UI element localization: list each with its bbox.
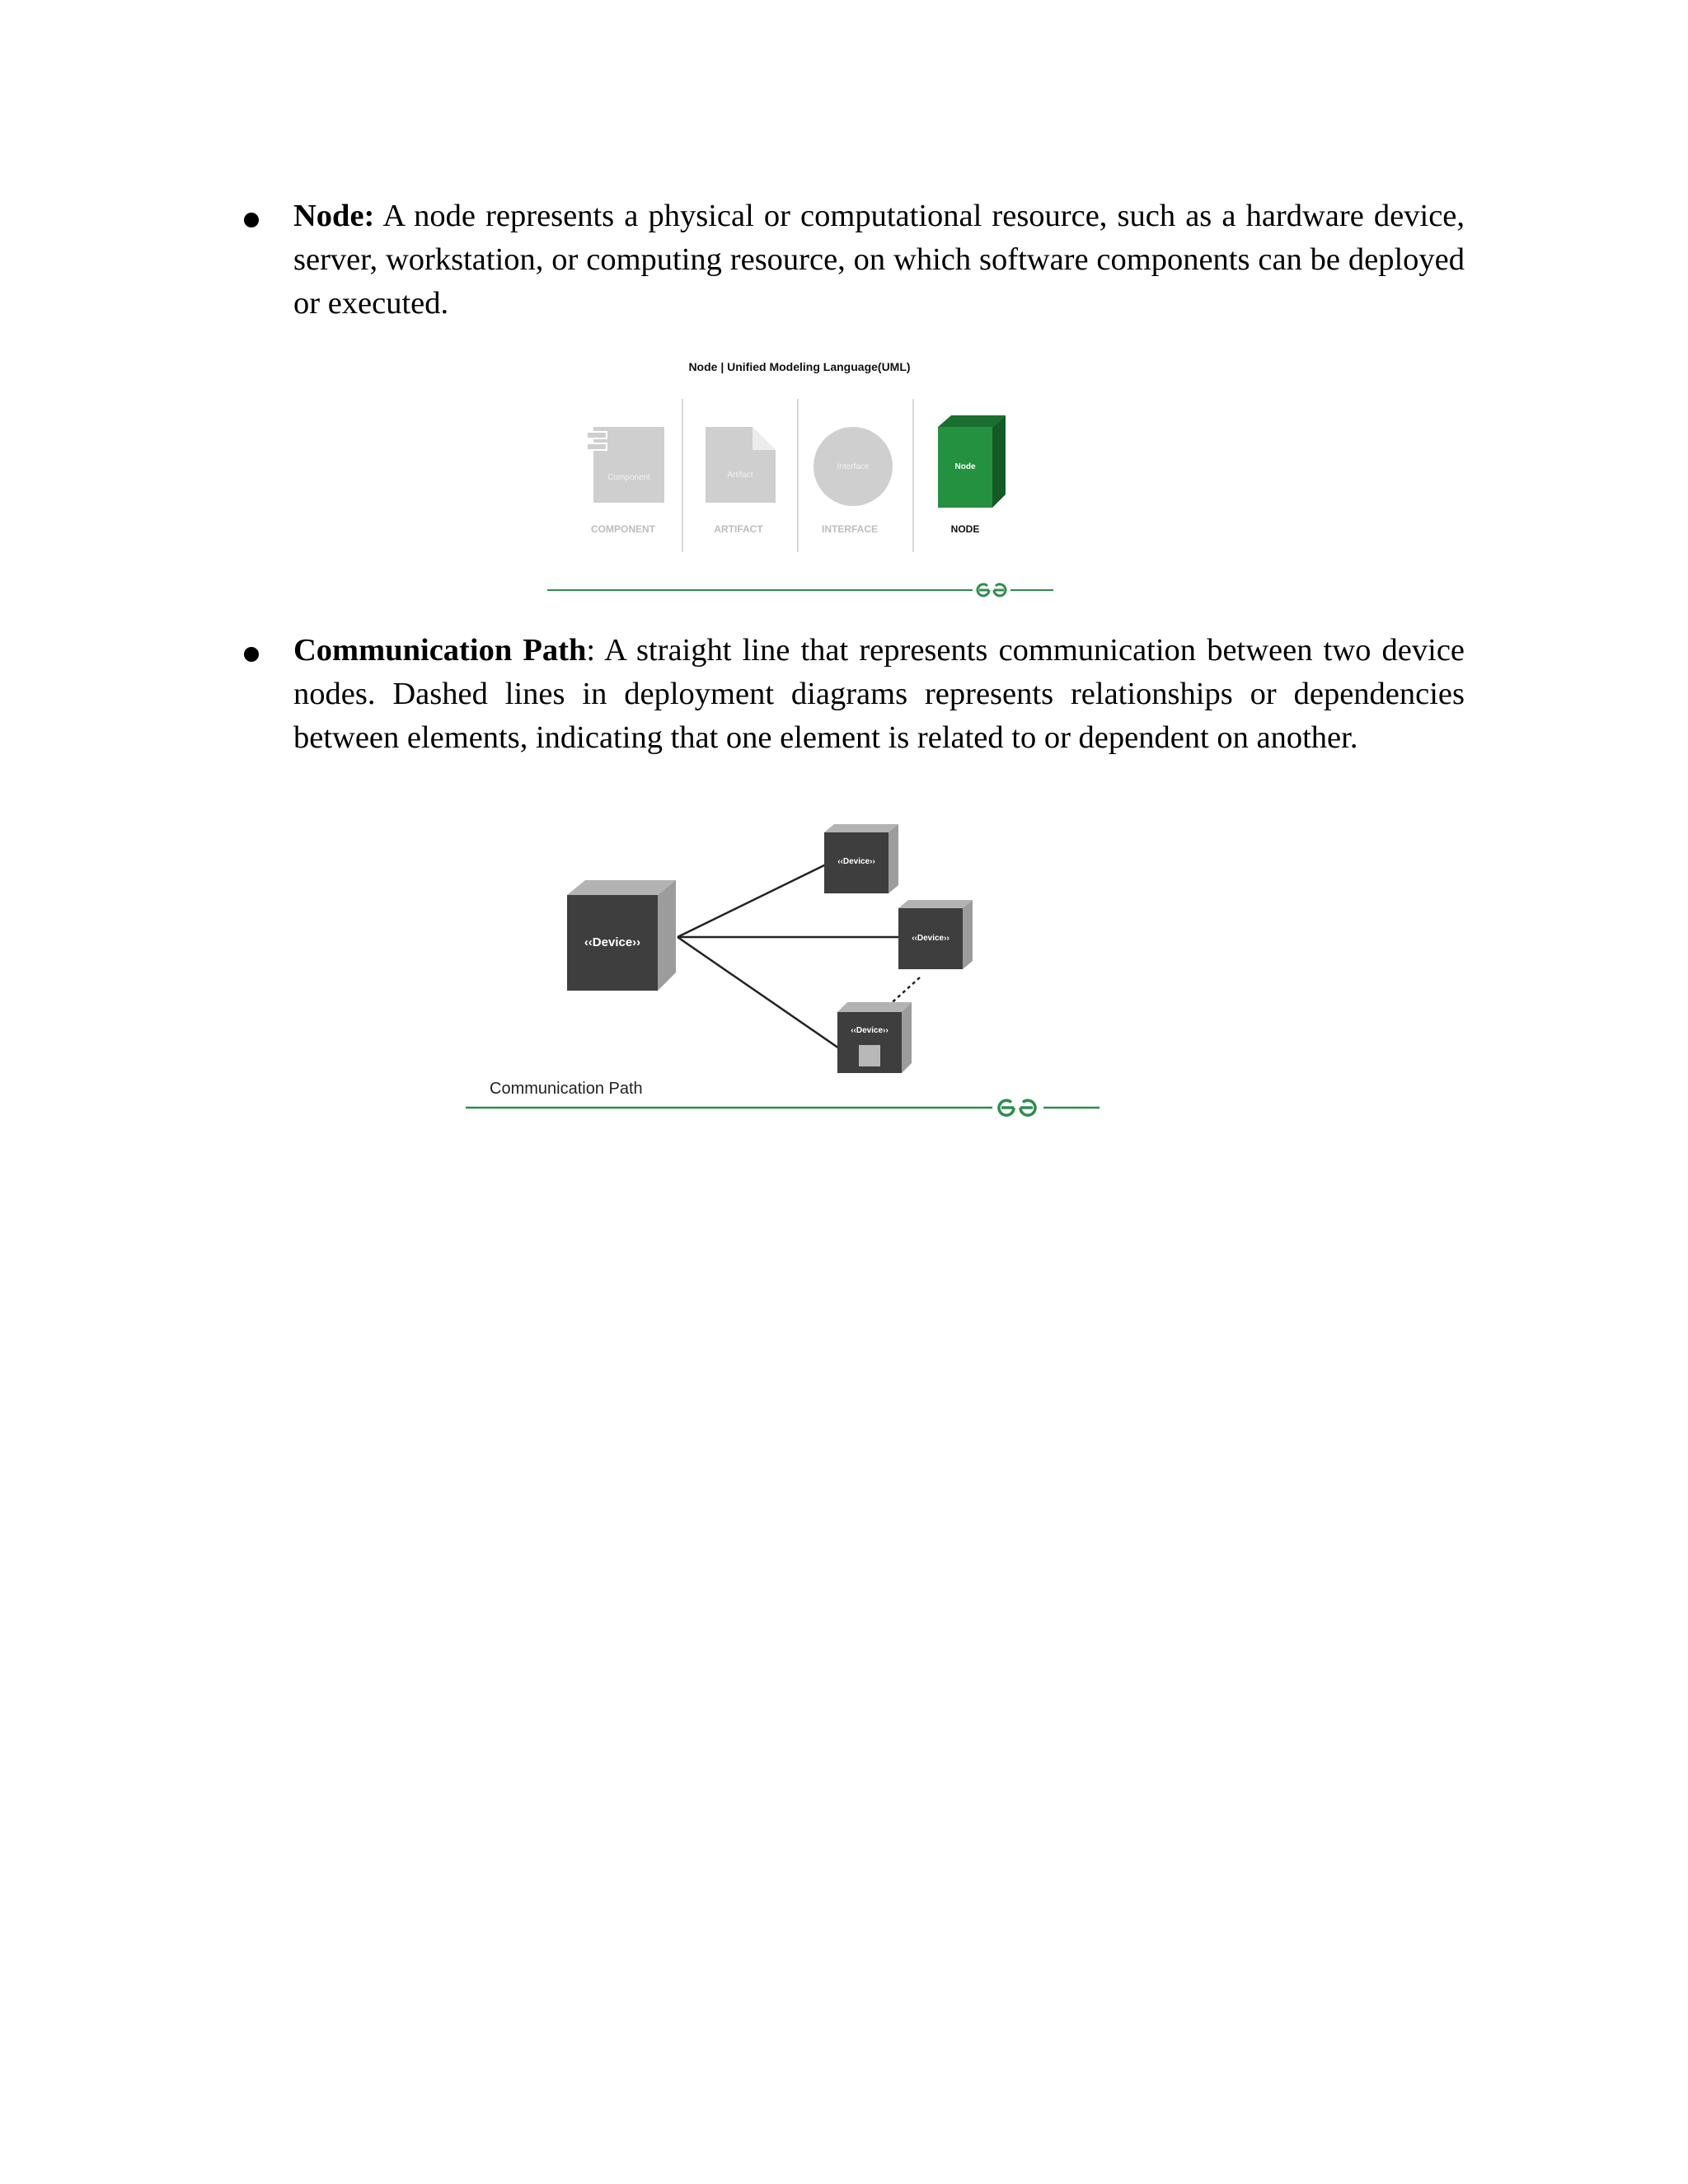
artifact-inner-label: Artifact <box>727 471 753 480</box>
list-item-node <box>245 194 1465 326</box>
node-figure-title: Node | Unified Modeling Language(UML) <box>688 360 911 373</box>
node-caption: NODE <box>950 523 980 535</box>
artifact-fold-icon <box>753 427 776 450</box>
artifact-icon <box>706 427 776 503</box>
component-caption: COMPONENT <box>591 523 655 535</box>
interface-inner-label: Interface <box>837 462 870 471</box>
device-middle-label: ‹‹Device›› <box>912 934 950 943</box>
communication-description: : A straight line that represents communication between two device nodes. Dashed lines in deployment diagrams represents relationships or dependencies between elements, indicating that one element is related to or dependent on another. <box>293 633 1465 755</box>
node-inner-label: Node <box>954 462 976 471</box>
device-bottom-label: ‹‹Device›› <box>851 1026 889 1035</box>
list-item-communication-path <box>245 629 1465 761</box>
component-inner-label: Component <box>607 473 650 482</box>
bullet-dot <box>244 213 259 227</box>
communication-term: Communication Path <box>293 633 587 668</box>
communication-figure-caption: Communication Path <box>490 1080 643 1098</box>
bullet-dot <box>244 647 259 662</box>
interface-caption: INTERFACE <box>821 523 879 535</box>
gfg-logo-icon <box>978 584 1006 596</box>
communication-figure <box>462 816 1113 1129</box>
node-figure <box>544 356 1071 603</box>
gfg-logo-icon <box>999 1100 1035 1115</box>
device-large-label: ‹‹Device›› <box>584 935 641 949</box>
node-description: A node represents a physical or computational resource, such as a hardware device, server, workstation, or computing resource, on which software components can be deployed or executed. <box>293 199 1465 321</box>
component-icon <box>587 427 664 503</box>
device-top-label: ‹‹Device›› <box>837 857 875 866</box>
communication-line <box>678 864 828 937</box>
artifact-caption: ARTIFACT <box>714 523 763 535</box>
node-icon <box>938 415 1006 508</box>
node-term: Node: <box>293 199 375 233</box>
node-paragraph <box>293 194 1465 326</box>
device-bottom-icon <box>837 1002 912 1073</box>
communication-paragraph <box>293 629 1465 760</box>
communication-line <box>678 937 839 1048</box>
